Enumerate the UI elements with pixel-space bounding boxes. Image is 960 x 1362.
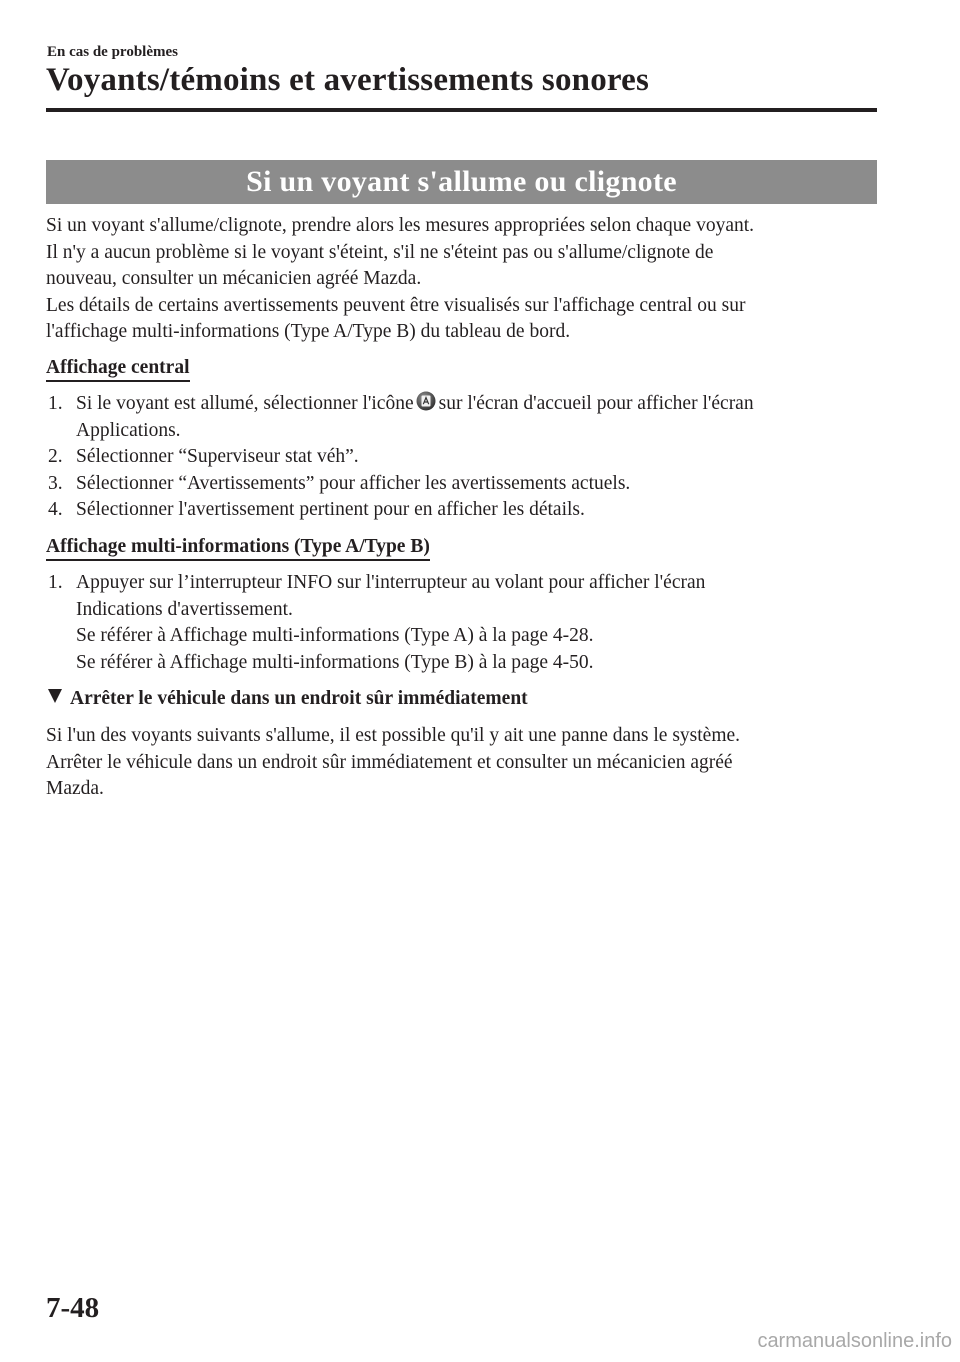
- step-reference: Se référer à Affichage multi-informations (Type B) à la page 4-50.: [76, 651, 594, 673]
- paragraph-line: Mazda.: [46, 778, 104, 800]
- intro-paragraph: [46, 213, 886, 346]
- step-item: [46, 391, 886, 444]
- intro-line: l'affichage multi-informations (Type A/Type B) du tableau de bord.: [46, 321, 571, 343]
- multi-display-heading: Affichage multi-informations (Type A/Type B): [46, 536, 430, 561]
- step-text: sur l'écran d'accueil pour afficher l'écran: [438, 392, 754, 414]
- paragraph-line: Si l'un des voyants suivants s'allume, il est possible qu'il y ait une panne dans le système.: [46, 724, 741, 746]
- intro-line: nouveau, consulter un mécanicien agréé Mazda.: [46, 268, 422, 290]
- step-text: Sélectionner “Superviseur stat véh”.: [76, 446, 359, 468]
- title-divider: [46, 108, 877, 112]
- step-text: Applications.: [76, 419, 181, 441]
- page-title: Voyants/témoins et avertissements sonores: [46, 62, 650, 98]
- step-item: [46, 444, 886, 471]
- step-number: 1.: [48, 571, 63, 593]
- intro-line: Les détails de certains avertissements peuvent être visualisés sur l'affichage central ou sur: [46, 294, 746, 316]
- step-number: 1.: [48, 392, 63, 414]
- watermark: carmanualsonline.info: [757, 1330, 952, 1352]
- step-item: [46, 497, 886, 524]
- central-display-heading: Affichage central: [46, 357, 190, 382]
- section-banner: Si un voyant s'allume ou clignote: [46, 160, 877, 204]
- stop-vehicle-paragraph: [46, 723, 886, 803]
- step-number: 2.: [48, 446, 63, 468]
- paragraph-line: Arrêter le véhicule dans un endroit sûr immédiatement et consulter un mécanicien agréé: [46, 751, 733, 773]
- step-text: Appuyer sur l’interrupteur INFO sur l'interrupteur au volant pour afficher l'écran: [76, 571, 706, 593]
- step-item: [46, 471, 886, 498]
- page-number: 7-48: [46, 1292, 100, 1324]
- central-display-steps: [46, 391, 886, 524]
- multi-display-steps: [46, 570, 886, 676]
- step-reference: Se référer à Affichage multi-informations (Type A) à la page 4-28.: [76, 625, 594, 647]
- step-item: [46, 570, 886, 676]
- intro-line: Il n'y a aucun problème si le voyant s'éteint, s'il ne s'éteint pas ou s'allume/clignote de: [46, 241, 714, 263]
- applications-icon: [416, 391, 436, 411]
- step-text: Si le voyant est allumé, sélectionner l'icône: [76, 392, 414, 414]
- step-number: 4.: [48, 499, 63, 521]
- page-content: [46, 213, 886, 803]
- stop-vehicle-heading: [46, 686, 886, 713]
- intro-line: Si un voyant s'allume/clignote, prendre alors les mesures appropriées selon chaque voyant.: [46, 215, 755, 236]
- step-text: Sélectionner “Avertissements” pour afficher les avertissements actuels.: [76, 472, 631, 494]
- step-number: 3.: [48, 472, 63, 494]
- stop-vehicle-heading-text: Arrêter le véhicule dans un endroit sûr immédiatement: [70, 688, 528, 710]
- triangle-down-icon: [48, 689, 62, 703]
- step-text: Sélectionner l'avertissement pertinent pour en afficher les détails.: [76, 499, 585, 521]
- chapter-label: En cas de problèmes: [47, 44, 178, 60]
- step-text: Indications d'avertissement.: [76, 598, 293, 620]
